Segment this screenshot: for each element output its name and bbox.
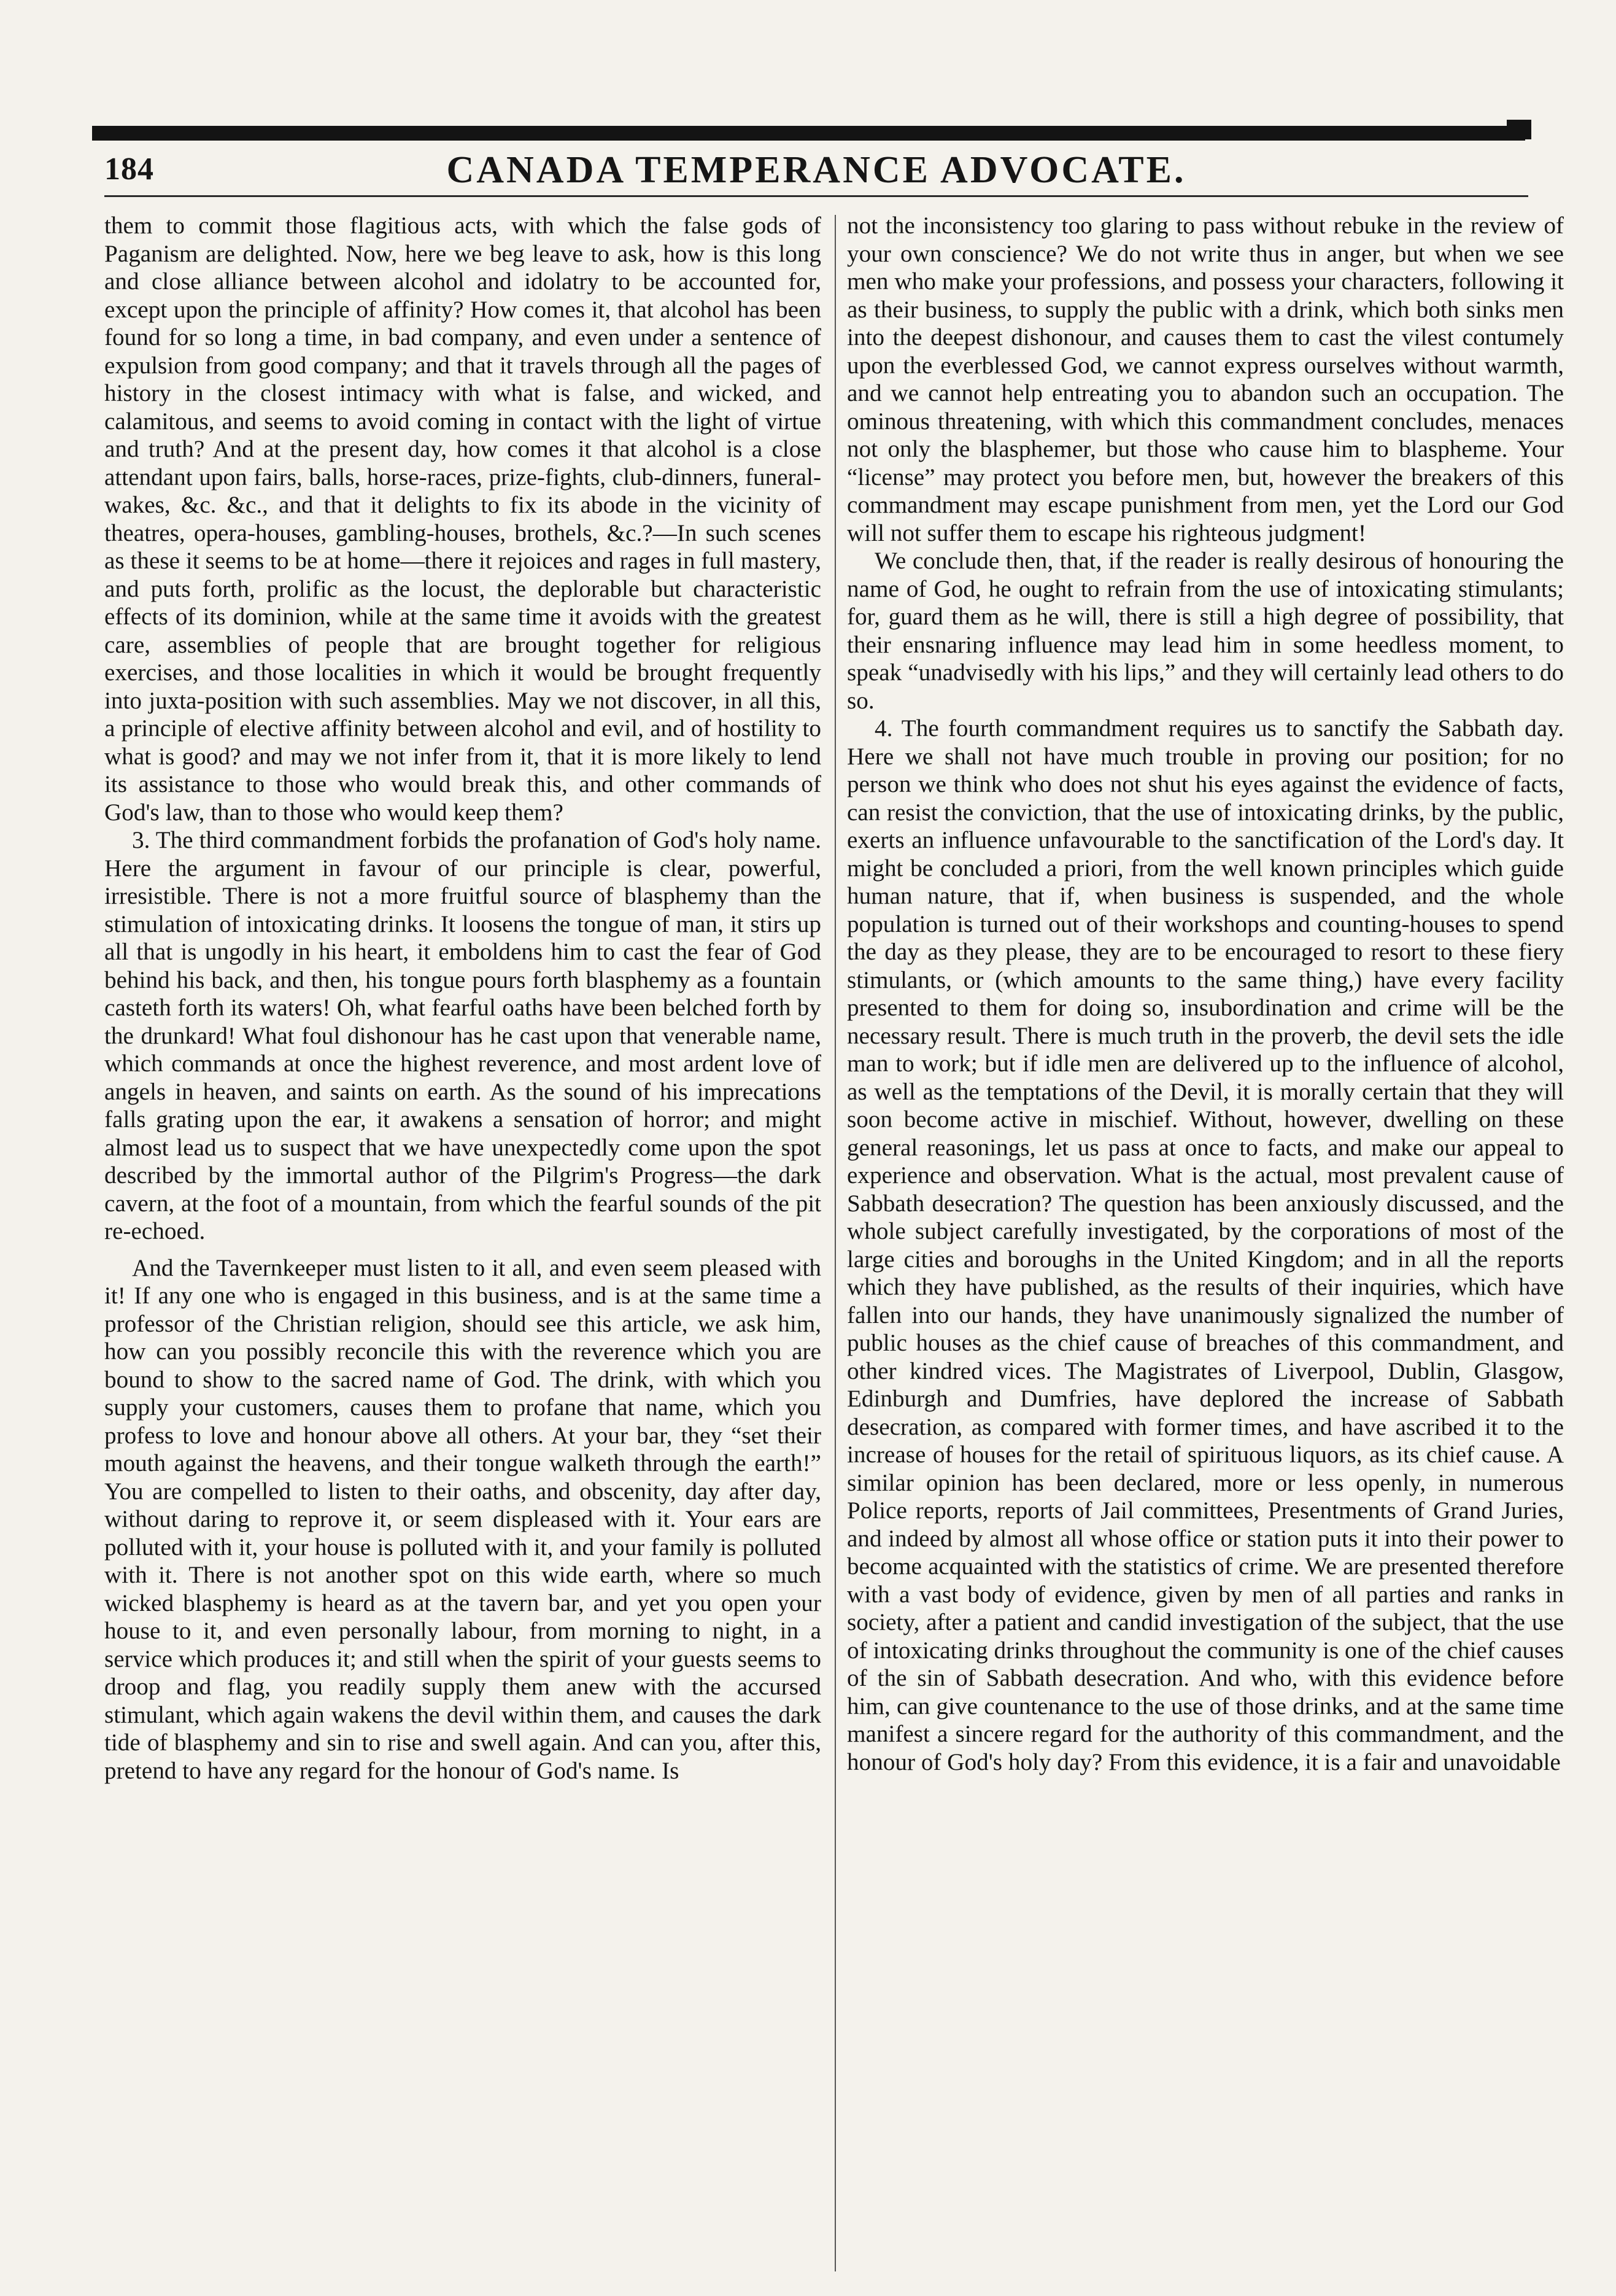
paragraph: 3. The third commandment forbids the profanation of God's holy name. Here the argument in favour of our principle is clear, powerful, irresistible. There is not a more fruitful source of blasphemy than the stimulation of intoxicating drinks. It loosens the tongue of man, it stirs up all that is ungodly in his heart, it emboldens him to cast the fear of God behind his back, and then, his tongue pours forth blasphemy as a fountain casteth forth its waters! Oh, what fearful oaths have been belched forth by the drunkard! What foul dishonour has he cast upon that venerable name, which commands at once the highest reverence, and most ardent love of angels in heaven, and saints on earth. As the sound of his imprecations falls grating upon the ear, it awakens a sensation of horror; and might almost lead us to suspect that we have unexpectedly come upon the spot described by the immortal author of the Pilgrim's Progress—the dark cavern, at the foot of a mountain, from which the fearful sounds of the pit re-echoed. bbox=[104, 827, 821, 1244]
column-divider bbox=[835, 215, 836, 2271]
paragraph: not the inconsistency too glaring to pass without rebuke in the review of your own conscience? We do not write thus in anger, but when we see men who make your professions, and possess your characters, following it as their business, to supply the public with a drink, which both sinks men into the deepest dishonour, and causes them to cast the vilest contumely upon the everblessed God, we cannot express ourselves without warmth, and we cannot help entreating you to abandon such an occupation. The ominous threatening, with which this commandment concludes, menaces not only the blasphemer, but those who cause him to blaspheme. Your “license” may protect you before men, but, however the breakers of this commandment may escape punishment from men, yet the Lord our God will not suffer them to escape his righteous judgment! bbox=[847, 212, 1564, 546]
header-rule bbox=[104, 195, 1528, 197]
masthead-title: CANADA TEMPERANCE ADVOCATE. bbox=[446, 149, 1186, 191]
page-header bbox=[104, 142, 1528, 198]
left-column bbox=[104, 212, 821, 2278]
top-rule-end bbox=[1507, 120, 1531, 139]
paragraph: 4. The fourth commandment requires us to sanctify the Sabbath day. Here we shall not have much trouble in proving our position; for no person we think who does not shut his eyes against the evidence of facts, can resist the conviction, that the use of intoxicating drinks, by the public, exerts an influence unfavourable to the sanctification of the Lord's day. It might be concluded a priori, from the well known principles which guide human nature, that if, when business is suspended, and the whole population is turned out of their workshops and counting-houses to spend the day as they please, they are to be encouraged to resort to these fiery stimulants, or (which amounts to the same thing,) have every facility presented to them for doing so, insubordination and crime will be the necessary result. There is much truth in the proverb, the devil sets the idle man to work; but if idle men are delivered up to the influence of alcohol, as well as the temptations of the Devil, it is morally certain that they will soon become active in mischief. Without, however, dwelling on these general reasonings, let us pass at once to facts, and make our appeal to experience and observation. What is the actual, most prevalent cause of Sabbath desecration? The question has been anxiously discussed, and the whole subject carefully investigated, by the corporations of most of the large cities and boroughs in the United Kingdom; and in all the reports which they have published, as the results of their inquiries, which have fallen into our hands, they have unanimously signalized the number of public houses as the chief cause of breaches of this commandment, and other kindred vices. The Magistrates of Liverpool, Dublin, Glasgow, Edinburgh and Dumfries, have deplored the increase of Sabbath desecration, as compared with former times, and have ascribed it to the increase of houses for the retail of spirituous liquors, as its chief cause. A similar opinion has been declared, more or less openly, in numerous Police reports, reports of Jail committees, Presentments of Grand Juries, and indeed by almost all whose office or station puts it into their power to become acquainted with the statistics of crime. We are presented therefore with a vast body of evidence, given by men of all parties and ranks in society, after a patient and candid investigation of the subject, that the use of intoxicating drinks throughout the community is one of the chief causes of the sin of Sabbath desecration. And who, with this evidence before him, can give countenance to the use of those drinks, and at the same time manifest a sincere regard for the authority of this commandment, and the honour of God's holy day? From this evidence, it is a fair and unavoidable bbox=[847, 715, 1564, 1775]
page-number: 184 bbox=[104, 152, 154, 187]
paragraph: them to commit those flagitious acts, with which the false gods of Paganism are delighted. Now, here we beg leave to ask, how is this long and close alliance between alcohol and idolatry to be accounted for, except upon the principle of affinity? How comes it, that alcohol has been found for so long a time, in bad company, and even under a sentence of expulsion from good company; and that it travels through all the pages of history in the closest intimacy with what is false, and wicked, and calamitous, and seems to avoid coming in contact with the light of virtue and truth? And at the present day, how comes it that alcohol is a close attendant upon fairs, balls, horse-races, prize-fights, club-dinners, funeral-wakes, &c. &c., and that it delights to fix its abode in the vicinity of theatres, opera-houses, gambling-houses, brothels, &c.?—In such scenes as these it seems to be at home—there it rejoices and rages in full mastery, and puts forth, prolific as the locust, the deplorable but characteristic effects of its dominion, while at the same time it avoids with the greatest care, assemblies of people that are brought together for religious exercises, and those localities in which it would be brought frequently into juxta-position with such assemblies. May we not discover, in all this, a principle of elective affinity between alcohol and evil, and of hostility to what is good? and may we not infer from it, that it is more likely to lend its assistance to those who would break this, and other commands of God's law, than to those who would keep them? bbox=[104, 212, 821, 826]
right-column bbox=[847, 212, 1564, 2278]
paragraph: We conclude then, that, if the reader is really desirous of honouring the name of God, he ought to refrain from the use of intoxicating stimulants; for, guard them as he will, there is still a high degree of possibility, that their ensnaring influence may lead him in some heedless moment, to speak “unadvisedly with his lips,” and they will certainly lead others to do so. bbox=[847, 548, 1564, 714]
paragraph: And the Tavernkeeper must listen to it all, and even seem pleased with it! If any one who is engaged in this business, and is at the same time a professor of the Christian religion, should see this article, we ask him, how can you possibly reconcile this with the reverence which you are bound to show to the sacred name of God. The drink, with which you supply your customers, causes them to profane that name, which you profess to love and honour above all others. At your bar, they “set their mouth against the heavens, and their tongue walketh through the earth!” You are compelled to listen to their oaths, and obscenity, day after day, without daring to reprove it, or seem displeased with it. Your ears are polluted with it, your house is polluted with it, and your family is polluted with it. There is not another spot on this wide earth, where so much wicked blasphemy is heard as at the tavern bar, and yet you open your house to it, and even personally labour, from morning to night, in a service which produces it; and still when the spirit of your guests seems to droop and flag, you readily supply them anew with the accursed stimulant, which again wakens the devil within them, and causes the dark tide of blasphemy and sin to rise and swell again. And can you, after this, pretend to have any regard for the honour of God's name. Is bbox=[104, 1254, 821, 1784]
top-rule bbox=[92, 126, 1525, 141]
